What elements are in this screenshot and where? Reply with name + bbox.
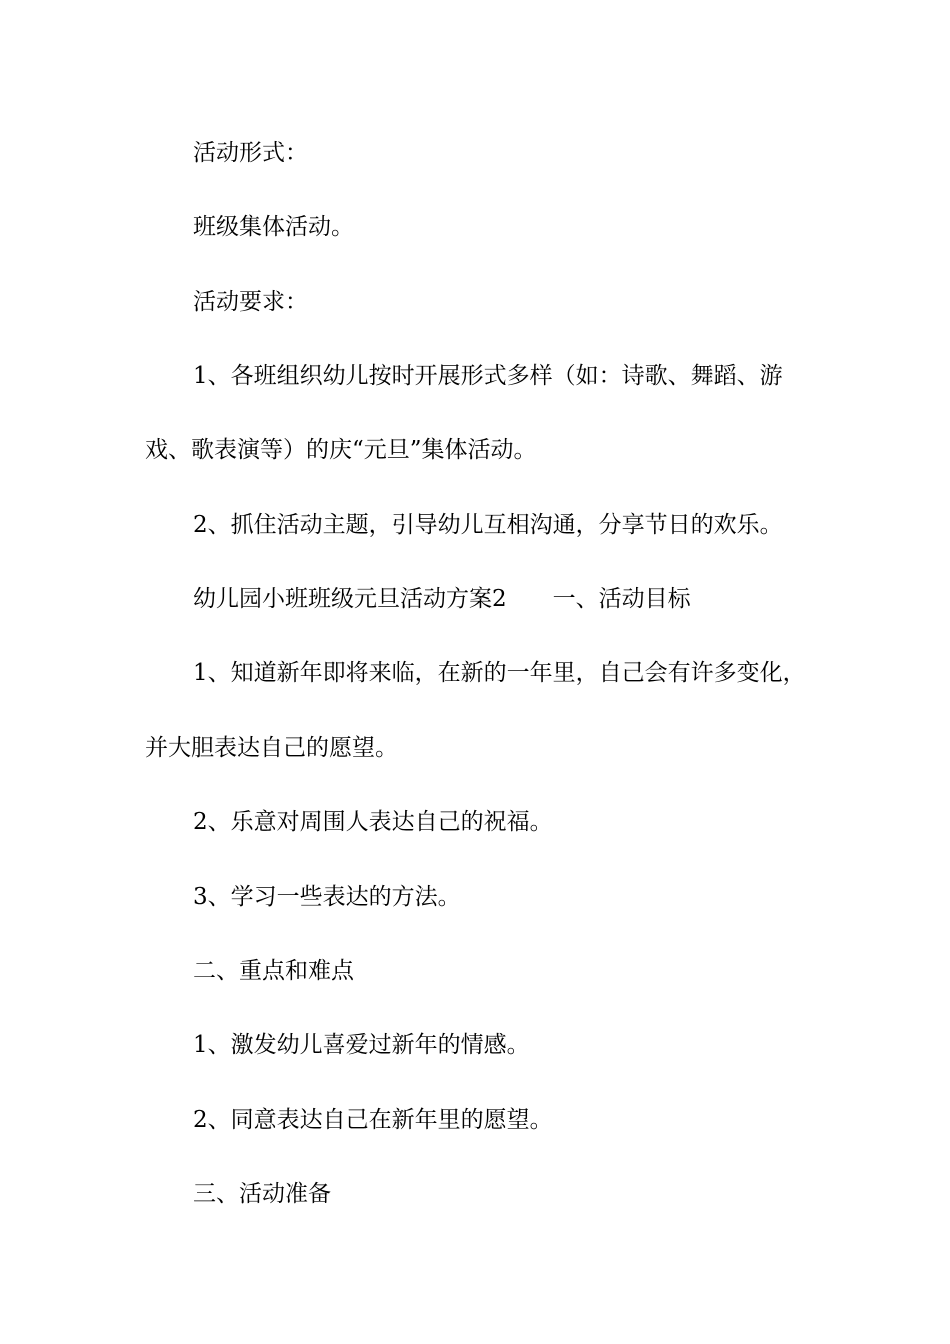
paragraph-goal-3: 3、学习一些表达的方法。 — [193, 884, 461, 910]
paragraph-requirement-1-line-1: 1、各班组织幼儿按时开展形式多样（如：诗歌、舞蹈、游 — [193, 363, 783, 389]
paragraph-requirement-1-line-2: 戏、歌表演等）的庆“元旦”集体活动。 — [145, 437, 537, 463]
paragraph-section-3-heading: 三、活动准备 — [193, 1181, 331, 1207]
paragraph-key-point-1: 1、激发幼儿喜爱过新年的情感。 — [193, 1032, 530, 1058]
paragraph-activity-form: 班级集体活动。 — [193, 214, 354, 240]
paragraph-goal-2: 2、乐意对周围人表达自己的祝福。 — [193, 809, 553, 835]
paragraph-section-2-heading: 二、重点和难点 — [193, 958, 354, 984]
section-1-heading: 一、活动目标 — [552, 586, 691, 612]
paragraph-plan-2-title — [0, 579, 950, 619]
paragraph-activity-form-heading: 活动形式： — [193, 140, 308, 166]
paragraph-goal-1-line-1: 1、知道新年即将来临，在新的一年里，自己会有许多变化， — [193, 660, 806, 686]
paragraph-key-point-2: 2、同意表达自己在新年里的愿望。 — [193, 1107, 553, 1133]
paragraph-activity-requirements-heading: 活动要求： — [193, 289, 308, 315]
plan-2-title: 幼儿园小班班级元旦活动方案2 — [193, 586, 507, 612]
paragraph-requirement-2: 2、抓住活动主题，引导幼儿互相沟通，分享节日的欢乐。 — [193, 512, 783, 538]
paragraph-goal-1-line-2: 并大胆表达自己的愿望。 — [145, 735, 398, 761]
